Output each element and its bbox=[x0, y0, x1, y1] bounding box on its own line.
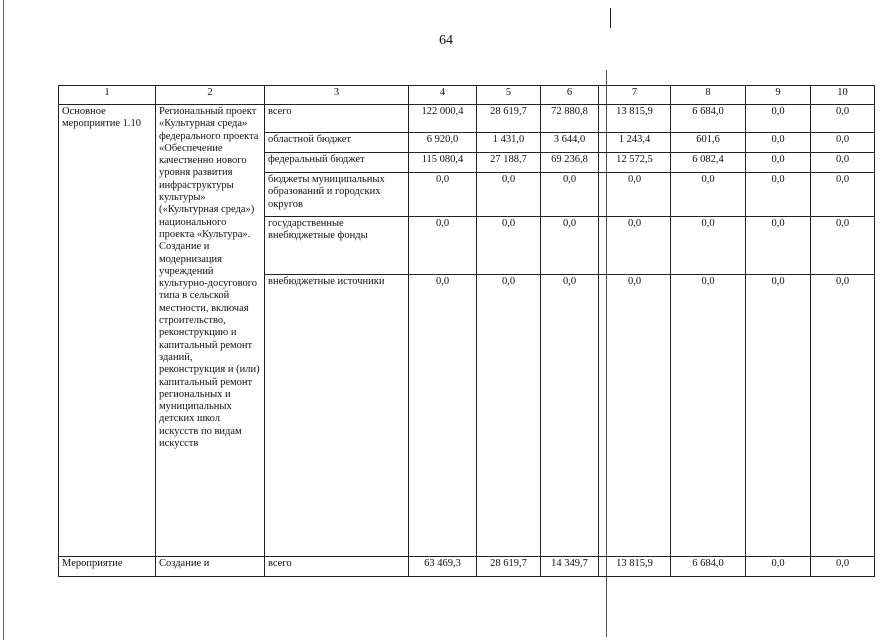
value-cell: 0,0 bbox=[599, 275, 671, 557]
value-cell: 0,0 bbox=[541, 275, 599, 557]
value-cell: 0,0 bbox=[671, 217, 746, 275]
value-cell: 0,0 bbox=[599, 217, 671, 275]
funding-source: всего bbox=[265, 557, 409, 577]
value-cell: 122 000,4 bbox=[409, 105, 477, 133]
value-cell: 28 619,7 bbox=[477, 105, 541, 133]
value-cell: 0,0 bbox=[541, 217, 599, 275]
table-row bbox=[59, 557, 875, 577]
value-cell: 0,0 bbox=[746, 275, 811, 557]
value-cell: 6 920,0 bbox=[409, 133, 477, 153]
value-cell: 1 243,4 bbox=[599, 133, 671, 153]
value-cell: 6 684,0 bbox=[671, 557, 746, 577]
value-cell: 6 082,4 bbox=[671, 153, 746, 173]
page-number: 64 bbox=[439, 33, 453, 48]
value-cell: 14 349,7 bbox=[541, 557, 599, 577]
value-cell: 0,0 bbox=[746, 133, 811, 153]
event-name: Основное мероприятие 1.10 bbox=[59, 105, 156, 557]
value-cell: 12 572,5 bbox=[599, 153, 671, 173]
header-row bbox=[59, 86, 875, 105]
value-cell: 115 080,4 bbox=[409, 153, 477, 173]
value-cell: 0,0 bbox=[811, 153, 875, 173]
column-header: 2 bbox=[156, 86, 265, 105]
value-cell: 63 469,3 bbox=[409, 557, 477, 577]
column-header: 1 bbox=[59, 86, 156, 105]
value-cell: 0,0 bbox=[477, 173, 541, 217]
value-cell: 13 815,9 bbox=[599, 557, 671, 577]
value-cell: 0,0 bbox=[409, 275, 477, 557]
value-cell: 1 431,0 bbox=[477, 133, 541, 153]
value-cell: 0,0 bbox=[671, 275, 746, 557]
event-name: Мероприятие bbox=[59, 557, 156, 577]
column-header: 4 bbox=[409, 86, 477, 105]
funding-source: государственные внебюджетные фонды bbox=[265, 217, 409, 275]
value-cell: 0,0 bbox=[477, 217, 541, 275]
column-header: 10 bbox=[811, 86, 875, 105]
value-cell: 0,0 bbox=[811, 275, 875, 557]
event-description: Региональный проект «Культурная среда» федерального проекта «Обеспечение качественно нового уровня развития инфраструктуры культуры» («Культурная среда») национального проекта «Культура». Создание и модернизация учреждений культурно-досугового типа в сельской местности, включая строительство, реконструкцию и капитальный ремонт зданий, реконструкция и (или) капитальный ремонт региональных и муниципальных детских школ искусств по видам искусств bbox=[156, 105, 265, 557]
value-cell: 0,0 bbox=[811, 217, 875, 275]
column-header: 5 bbox=[477, 86, 541, 105]
value-cell: 0,0 bbox=[811, 133, 875, 153]
value-cell: 0,0 bbox=[671, 173, 746, 217]
value-cell: 0,0 bbox=[746, 173, 811, 217]
value-cell: 0,0 bbox=[746, 557, 811, 577]
value-cell: 0,0 bbox=[599, 173, 671, 217]
funding-source: областной бюджет bbox=[265, 133, 409, 153]
value-cell: 72 880,8 bbox=[541, 105, 599, 133]
value-cell: 27 188,7 bbox=[477, 153, 541, 173]
value-cell: 0,0 bbox=[477, 275, 541, 557]
funding-source: внебюджетные источники bbox=[265, 275, 409, 557]
value-cell: 0,0 bbox=[746, 217, 811, 275]
value-cell: 0,0 bbox=[409, 217, 477, 275]
scan-artifact-line bbox=[610, 8, 611, 28]
value-cell: 0,0 bbox=[409, 173, 477, 217]
column-header: 3 bbox=[265, 86, 409, 105]
value-cell: 0,0 bbox=[746, 153, 811, 173]
value-cell: 601,6 bbox=[671, 133, 746, 153]
value-cell: 0,0 bbox=[811, 105, 875, 133]
scan-artifact-line bbox=[3, 0, 4, 640]
value-cell: 69 236,8 bbox=[541, 153, 599, 173]
budget-table bbox=[58, 85, 875, 577]
funding-source: бюджеты муниципальных образований и городских округов bbox=[265, 173, 409, 217]
funding-source: федеральный бюджет bbox=[265, 153, 409, 173]
value-cell: 28 619,7 bbox=[477, 557, 541, 577]
table-row bbox=[59, 105, 875, 133]
value-cell: 0,0 bbox=[811, 173, 875, 217]
value-cell: 13 815,9 bbox=[599, 105, 671, 133]
column-header: 9 bbox=[746, 86, 811, 105]
funding-source: всего bbox=[265, 105, 409, 133]
value-cell: 6 684,0 bbox=[671, 105, 746, 133]
column-header: 7 bbox=[599, 86, 671, 105]
value-cell: 0,0 bbox=[541, 173, 599, 217]
value-cell: 0,0 bbox=[746, 105, 811, 133]
column-header: 6 bbox=[541, 86, 599, 105]
column-header: 8 bbox=[671, 86, 746, 105]
event-description: Создание и bbox=[156, 557, 265, 577]
value-cell: 0,0 bbox=[811, 557, 875, 577]
value-cell: 3 644,0 bbox=[541, 133, 599, 153]
